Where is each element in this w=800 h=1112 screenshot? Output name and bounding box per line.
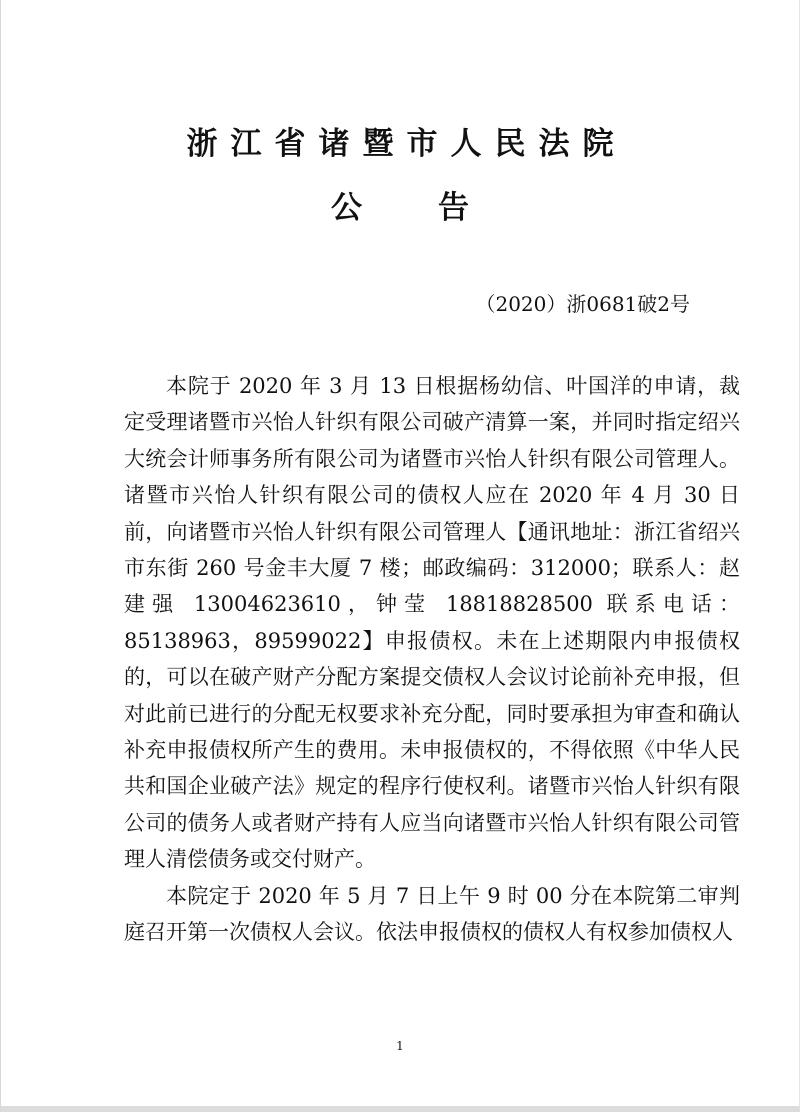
page-number: 1 <box>396 1039 404 1053</box>
notice-title: 公告 <box>331 190 545 226</box>
case-number: （2020）浙0681破2号 <box>475 292 690 316</box>
paragraph: 本院定于 2020 年 5 月 7 日上午 9 时 00 分在本院第二审判庭召开第一次债权人会议。依法申报债权的债权人有权参加债权人 <box>124 883 740 945</box>
paragraph: 本院于 2020 年 3 月 13 日根据杨幼信、叶国洋的申请，裁定受理诸暨市兴怡人针织有限公司破产清算一案，并同时指定绍兴大统会计师事务所有限公司为诸暨市兴怡人针织有限公司管理人。诸暨市兴怡人针织有限公司的债权人应在 2020 年 4 月 30 日前，向诸暨市兴怡人针织有限公司管理人【通讯地址：浙江省绍兴市东街 260 号金丰大厦 7 楼；邮政编码：312000；联系人：赵建强 13004623610，钟莹 18818828500 联系电话：85138963，89599022】申报债权。未在上述期限内申报债权的，可以在破产财产分配方案提交债权人会议讨论前补充申报，但对此前已进行的分配无权要求补充分配，同时要承担为审查和确认补充申报债权所产生的费用。未申报债权的，不得依照《中华人民共和国企业破产法》规定的程序行使权利。诸暨市兴怡人针织有限公司的债务人或者财产持有人应当向诸暨市兴怡人针织有限公司管理人清偿债务或交付财产。 <box>124 374 740 872</box>
notice-body <box>124 368 740 951</box>
court-title: 浙江省诸暨市人民法院 <box>186 126 627 162</box>
